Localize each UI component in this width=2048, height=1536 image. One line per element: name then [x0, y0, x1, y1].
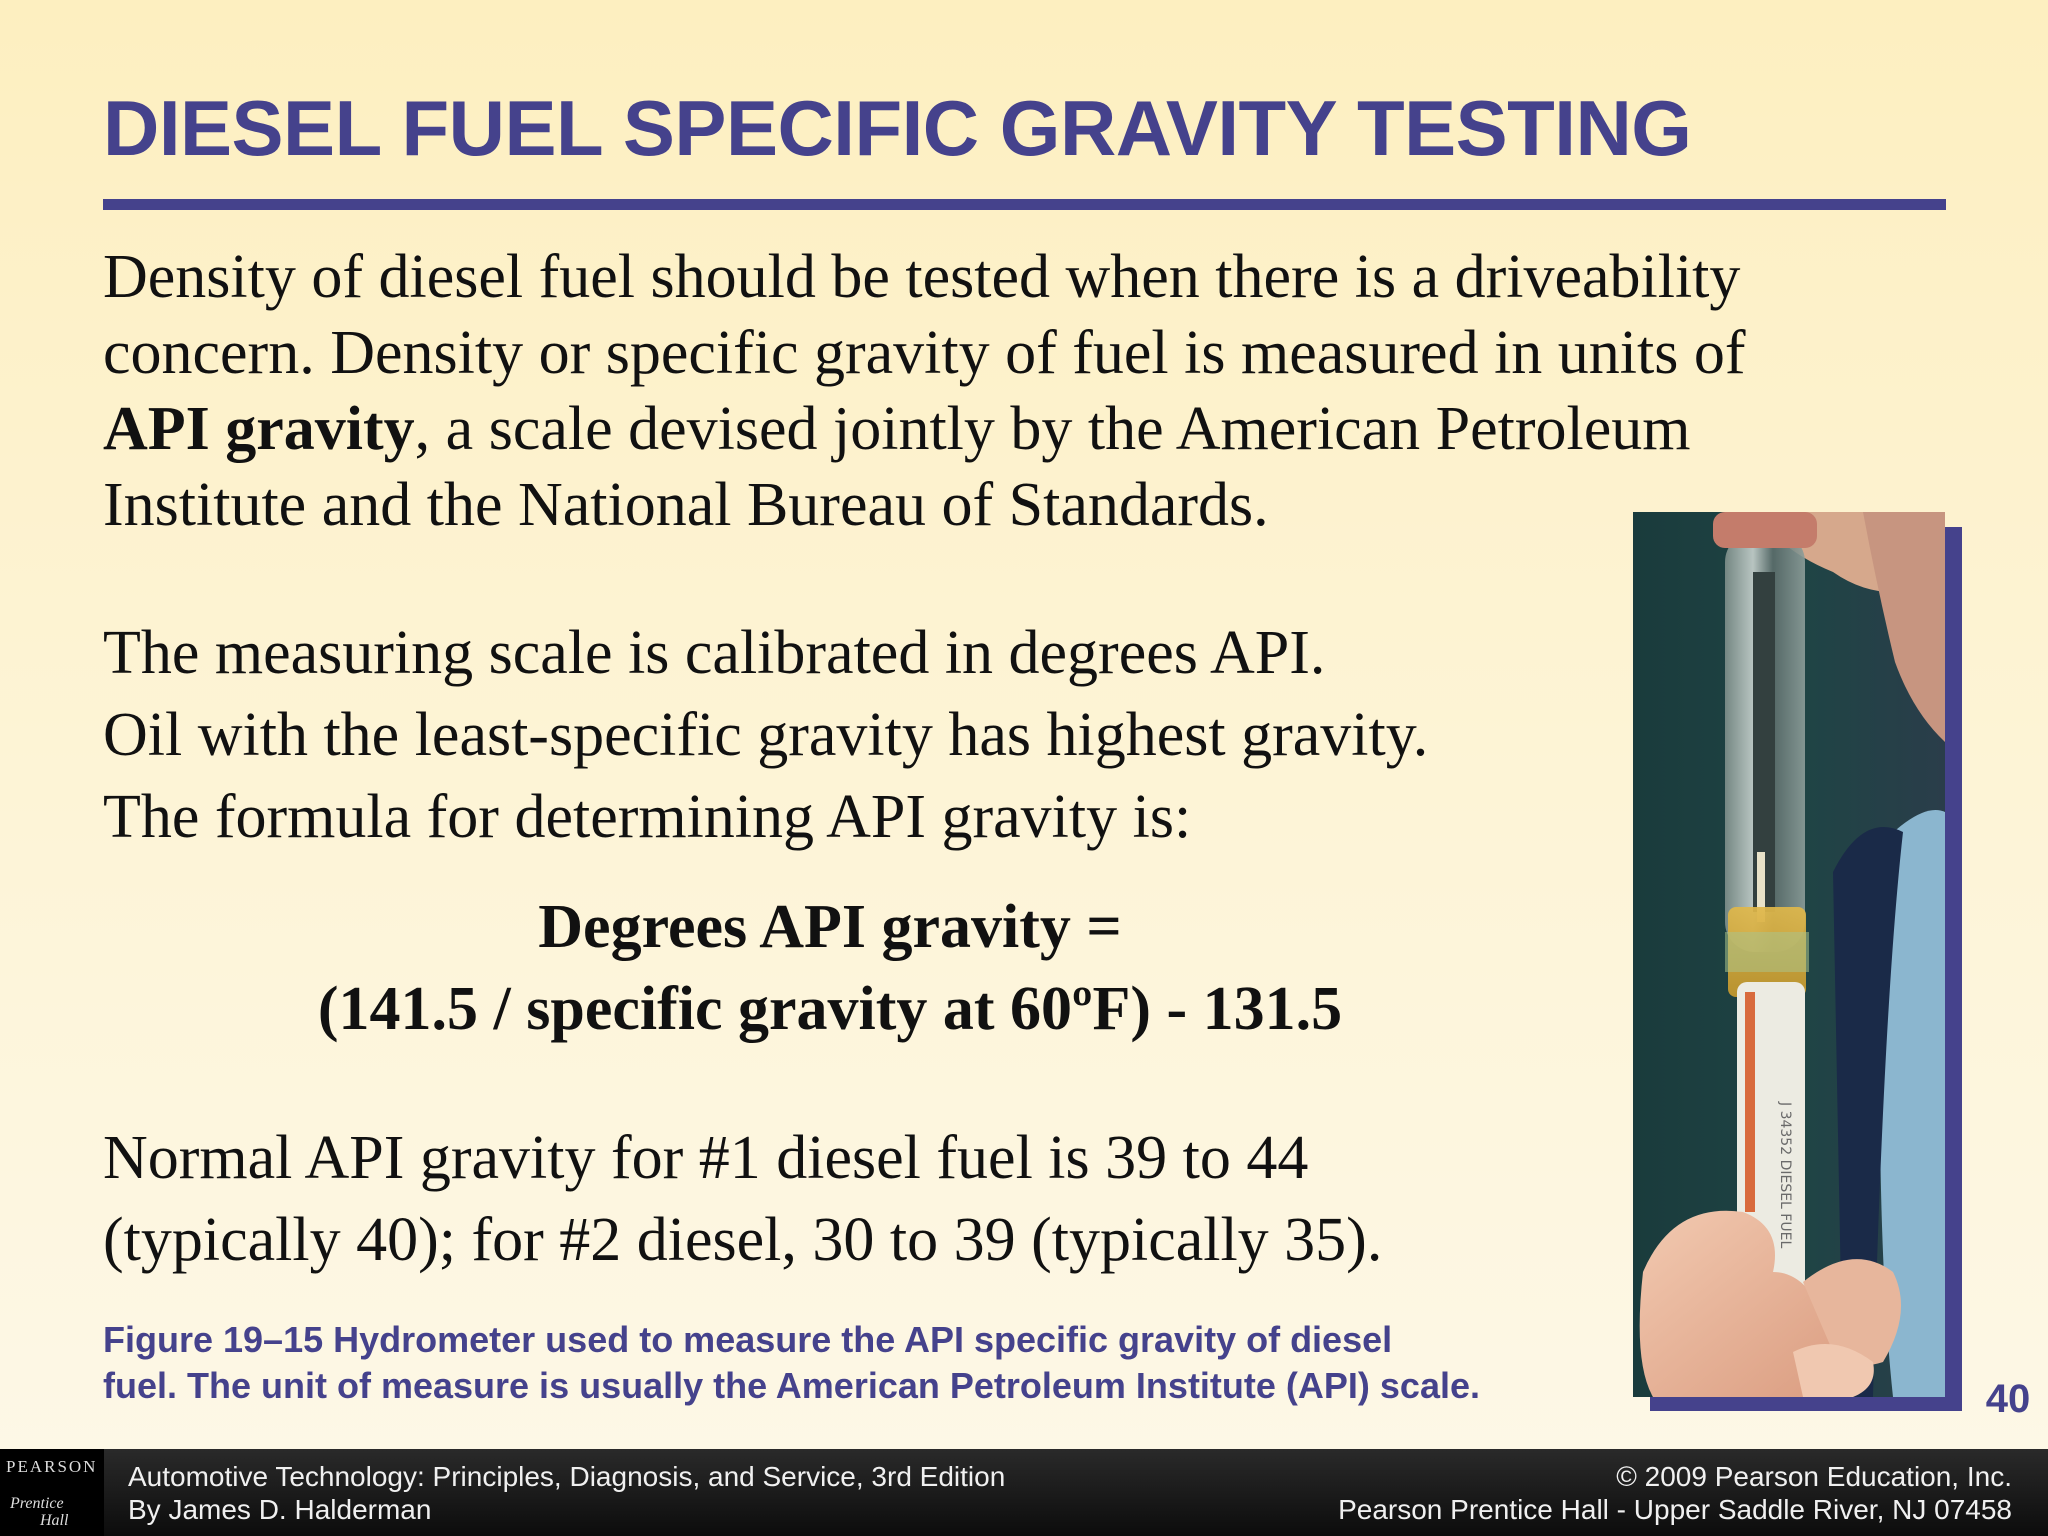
figure-caption: [103, 1317, 1480, 1409]
hydrometer-scale-label: J 34352 DIESEL FUEL: [1777, 1102, 1793, 1249]
logo-top-text: PEARSON: [6, 1457, 98, 1476]
scale-line-3: The formula for determining API gravity is:: [103, 783, 1192, 851]
logo-bottom-line-2: Hall: [40, 1512, 69, 1529]
slide-title: DIESEL FUEL SPECIFIC GRAVITY TESTING: [103, 84, 1692, 172]
normal-range-paragraph: [103, 1117, 1382, 1281]
intro-line-4: Institute and the National Bureau of Standards.: [103, 471, 1269, 539]
formula-line-1: Degrees API gravity =: [538, 893, 1122, 961]
scale-line-2: Oil with the least-specific gravity has highest gravity.: [103, 701, 1429, 769]
intro-line-1: Density of diesel fuel should be tested when there is a driveability: [103, 243, 1741, 311]
scale-line-1: The measuring scale is calibrated in degrees API.: [103, 619, 1326, 687]
caption-line-1: Figure 19–15 Hydrometer used to measure the API specific gravity of diesel: [103, 1319, 1393, 1360]
range-line-2: (typically 40); for #2 diesel, 30 to 39 (typically 35).: [103, 1206, 1383, 1274]
logo-bottom-text: [10, 1495, 68, 1529]
formula-line-2: (141.5 / specific gravity at 60ºF) - 131.5: [317, 975, 1343, 1043]
range-line-1: Normal API gravity for #1 diesel fuel is 39 to 44: [103, 1124, 1309, 1192]
book-title: Automotive Technology: Principles, Diagnosis, and Service, 3rd Edition: [128, 1461, 1006, 1492]
logo-bottom-line-1: Prentice: [10, 1495, 64, 1512]
footer-bar: [0, 1449, 2048, 1536]
intro-paragraph: [103, 239, 1746, 543]
publisher-address: Pearson Prentice Hall - Upper Saddle River, NJ 07458: [1338, 1494, 2012, 1525]
book-author: By James D. Halderman: [128, 1494, 432, 1525]
pearson-logo: [0, 1449, 104, 1536]
copyright-notice: © 2009 Pearson Education, Inc.: [1616, 1461, 2012, 1492]
caption-line-2: fuel. The unit of measure is usually the American Petroleum Institute (API) scale.: [103, 1365, 1480, 1406]
hydrometer-photo: [1633, 512, 1945, 1397]
intro-line-3: , a scale devised jointly by the American Petroleum: [414, 395, 1691, 463]
intro-line-2: concern. Density or specific gravity of fuel is measured in units of: [103, 319, 1746, 387]
api-gravity-term: API gravity: [103, 395, 415, 463]
hydrometer-illustration: [1633, 512, 1945, 1397]
scale-paragraph: [103, 612, 1428, 858]
page-number: 40: [1985, 1377, 2031, 1421]
api-formula: [160, 886, 1500, 1050]
title-divider: [103, 199, 1946, 210]
